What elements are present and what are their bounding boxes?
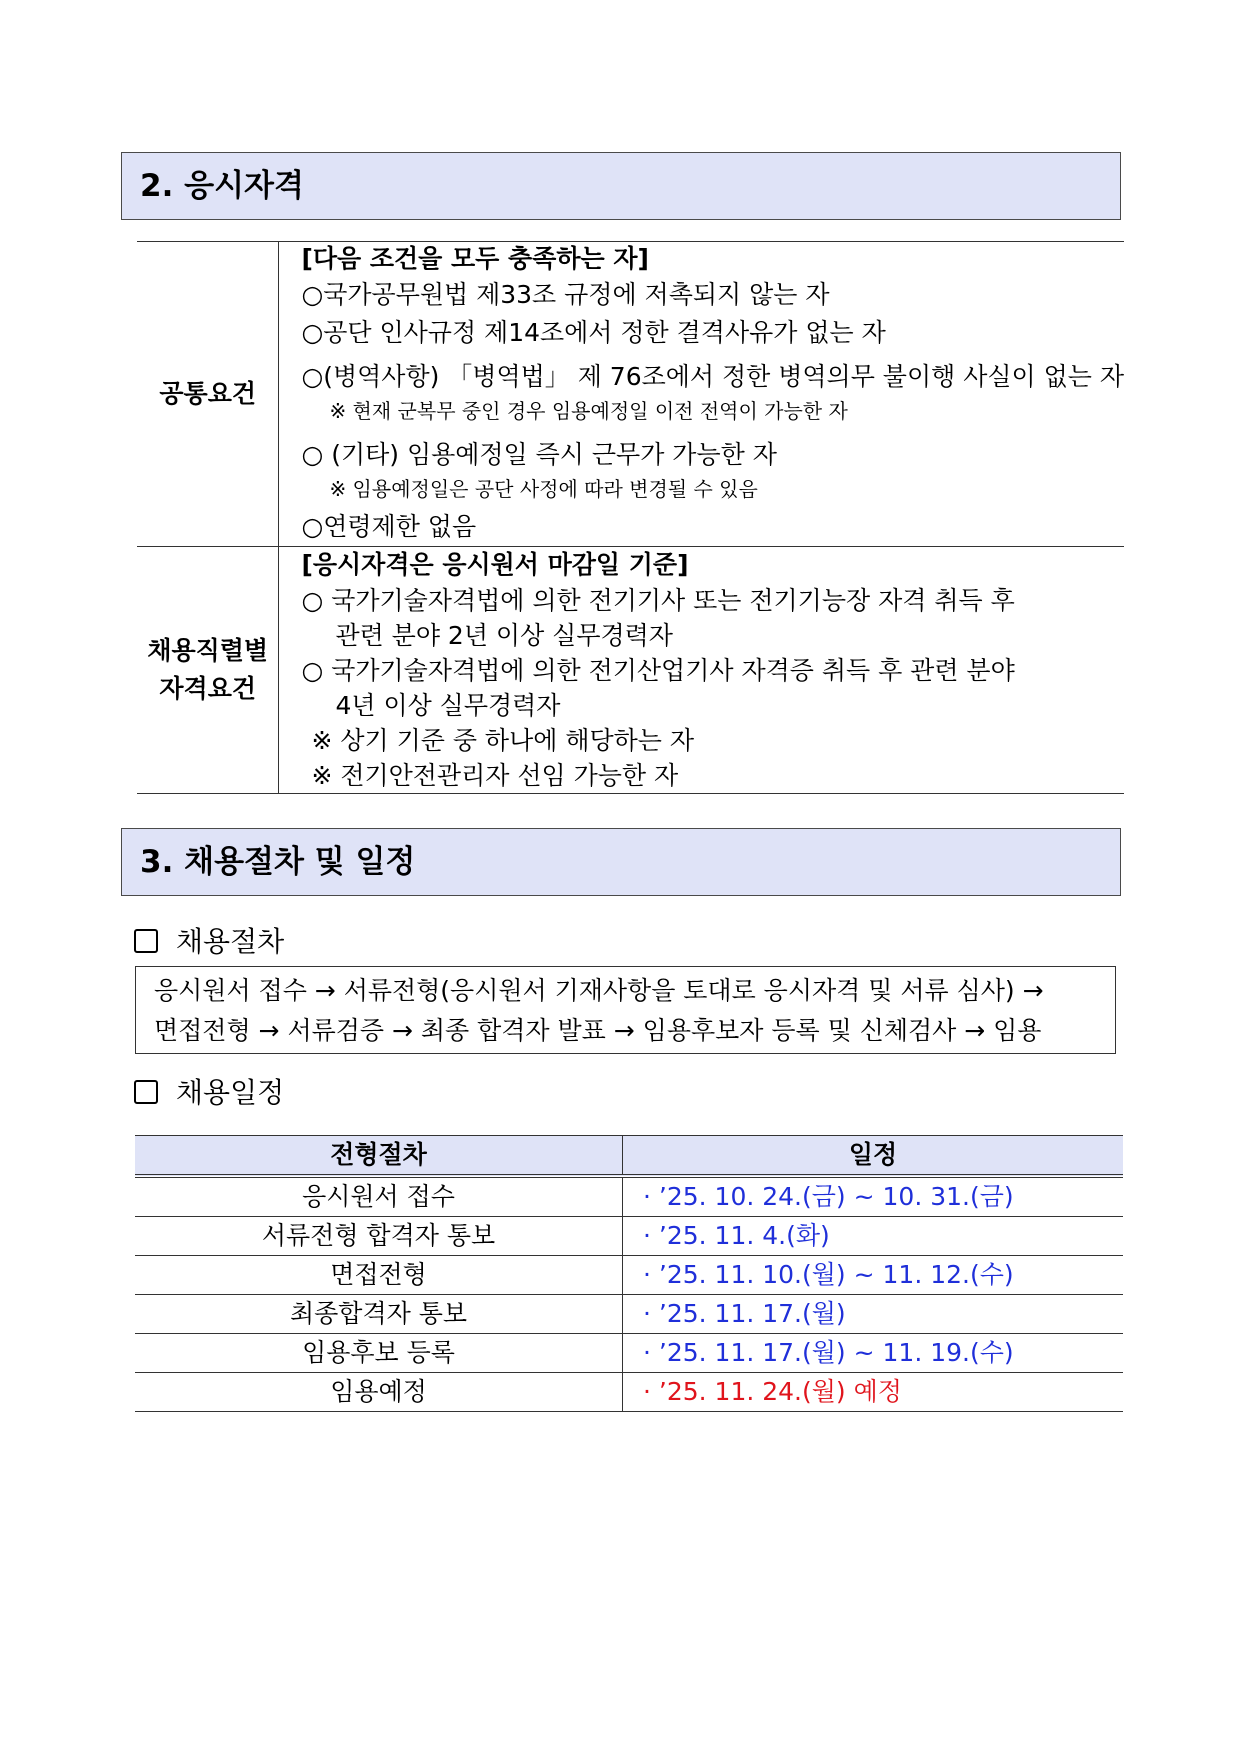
header-date: 일정 bbox=[623, 1136, 1124, 1177]
schedule-heading bbox=[134, 1073, 284, 1113]
job-item: 4년 이상 실무경력자 bbox=[335, 691, 561, 720]
step-cell: 응시원서 접수 bbox=[135, 1176, 623, 1217]
job-requirements-row bbox=[137, 547, 1124, 794]
procedure-box bbox=[135, 966, 1116, 1054]
schedule-table bbox=[135, 1135, 1123, 1412]
job-item: 관련 분야 2년 이상 실무경력자 bbox=[335, 621, 673, 650]
common-requirements-content bbox=[279, 242, 1124, 547]
date-cell: · ’25. 11. 17.(월) ~ 11. 19.(수) bbox=[623, 1334, 1124, 1373]
job-requirements-content bbox=[279, 547, 1124, 794]
job-heading: [응시자격은 응시원서 마감일 기준] bbox=[301, 550, 689, 579]
common-requirements-row bbox=[137, 242, 1124, 547]
common-item: ○(병역사항) 「병역법」 제 76조에서 정한 병역의무 불이행 사실이 없는 자 bbox=[301, 362, 1124, 391]
table-row bbox=[135, 1295, 1123, 1334]
schedule-heading-text: 채용일정 bbox=[176, 1076, 285, 1109]
step-cell: 임용후보 등록 bbox=[135, 1334, 623, 1373]
schedule-header-row bbox=[135, 1136, 1123, 1177]
procedure-heading-text: 채용절차 bbox=[176, 925, 285, 958]
step-cell: 면접전형 bbox=[135, 1256, 623, 1295]
common-note: ※ 현재 군복무 중인 경우 임용예정일 이전 전역이 가능한 자 bbox=[329, 399, 848, 423]
procedure-heading bbox=[134, 922, 284, 962]
common-note: ※ 임용예정일은 공단 사정에 따라 변경될 수 있음 bbox=[329, 477, 758, 501]
date-cell-highlight: · ’25. 11. 24.(월) 예정 bbox=[643, 1377, 902, 1406]
section-3-header: 3. 채용절차 및 일정 bbox=[121, 828, 1121, 896]
table-row bbox=[135, 1176, 1123, 1217]
job-note: ※ 상기 기준 중 하나에 해당하는 자 bbox=[311, 726, 695, 755]
common-heading: [다음 조건을 모두 충족하는 자] bbox=[301, 244, 649, 273]
common-item: ○ (기타) 임용예정일 즉시 근무가 가능한 자 bbox=[301, 440, 777, 469]
job-label-line: 채용직렬별 bbox=[147, 636, 269, 665]
job-item: ○ 국가기술자격법에 의한 전기산업기사 자격증 취득 후 관련 분야 bbox=[301, 656, 1015, 685]
procedure-line: 응시원서 접수 → 서류전형(응시원서 기재사항을 토대로 응시자격 및 서류 심사) → bbox=[154, 976, 1044, 1005]
step-cell: 서류전형 합격자 통보 bbox=[135, 1217, 623, 1256]
step-cell: 임용예정 bbox=[135, 1373, 623, 1412]
qualification-table bbox=[137, 241, 1124, 794]
table-row bbox=[135, 1373, 1123, 1412]
table-row bbox=[135, 1217, 1123, 1256]
common-item: ○공단 인사규정 제14조에서 정한 결격사유가 없는 자 bbox=[301, 318, 886, 347]
table-row bbox=[135, 1256, 1123, 1295]
checkbox-square-icon bbox=[134, 929, 158, 953]
job-label-line: 자격요건 bbox=[159, 674, 257, 703]
header-step: 전형절차 bbox=[135, 1136, 623, 1177]
date-cell: · ’25. 10. 24.(금) ~ 10. 31.(금) bbox=[623, 1176, 1124, 1217]
table-row bbox=[135, 1334, 1123, 1373]
job-requirements-label bbox=[137, 547, 279, 794]
step-cell: 최종합격자 통보 bbox=[135, 1295, 623, 1334]
section-2-header: 2. 응시자격 bbox=[121, 152, 1121, 220]
job-item: ○ 국가기술자격법에 의한 전기기사 또는 전기기능장 자격 취득 후 bbox=[301, 586, 1015, 615]
date-cell: · ’25. 11. 4.(화) bbox=[623, 1217, 1124, 1256]
job-note: ※ 전기안전관리자 선임 가능한 자 bbox=[311, 761, 679, 790]
common-requirements-label: 공통요건 bbox=[137, 242, 279, 547]
date-cell: · ’25. 11. 10.(월) ~ 11. 12.(수) bbox=[623, 1256, 1124, 1295]
common-item: ○연령제한 없음 bbox=[301, 512, 477, 541]
common-item: ○국가공무원법 제33조 규정에 저촉되지 않는 자 bbox=[301, 280, 830, 309]
procedure-line: 면접전형 → 서류검증 → 최종 합격자 발표 → 임용후보자 등록 및 신체검사 → 임용 bbox=[154, 1016, 1042, 1045]
checkbox-square-icon bbox=[134, 1080, 158, 1104]
date-cell: · ’25. 11. 17.(월) bbox=[623, 1295, 1124, 1334]
